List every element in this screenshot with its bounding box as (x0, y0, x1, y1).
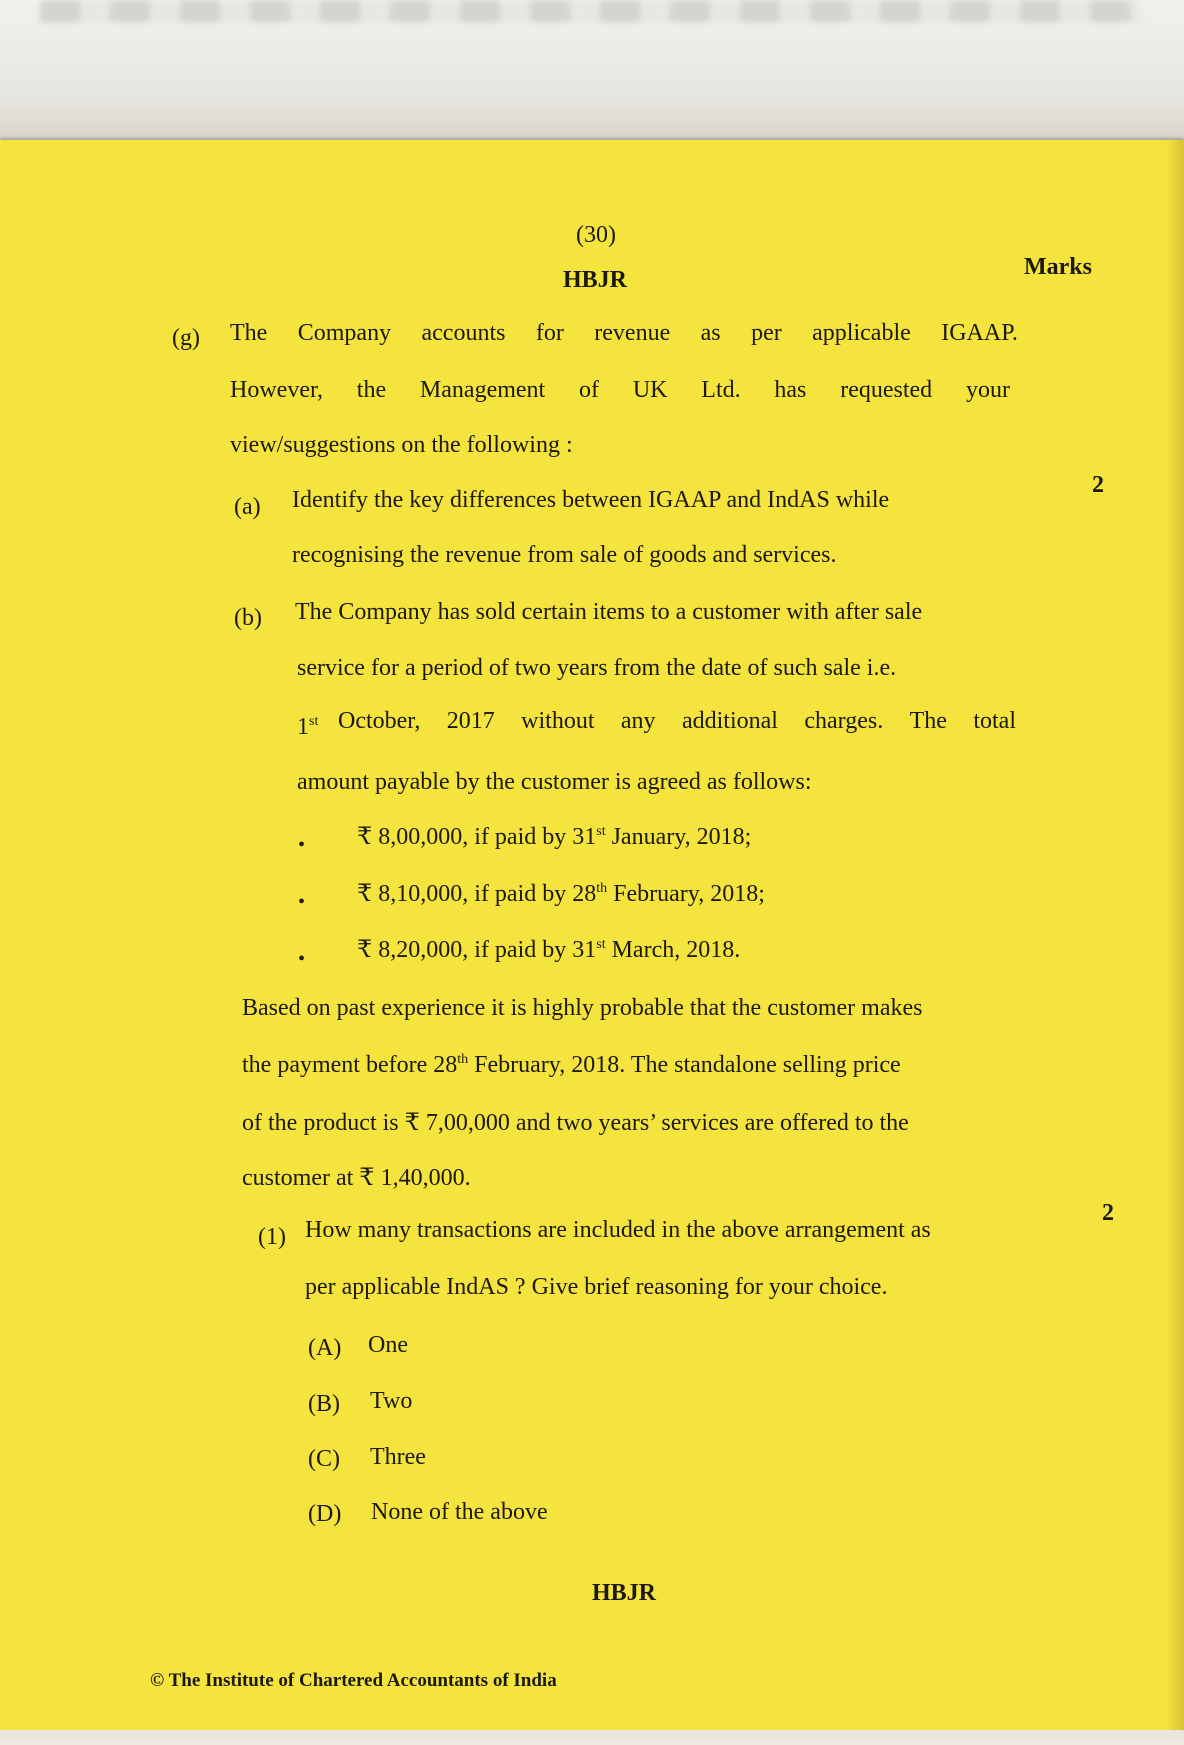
word: as (700, 320, 721, 346)
word: applicable (812, 320, 911, 346)
option-a-label: (A) (308, 1335, 342, 1361)
bullet-text: March, 2018. (605, 937, 741, 963)
word: Management (419, 377, 546, 403)
word: October, (338, 708, 421, 734)
word: revenue (594, 320, 671, 346)
word: the (356, 377, 387, 403)
bullet-text: ₹ 8,20,000, if paid by 31 (357, 937, 597, 963)
word: without (521, 708, 595, 734)
word: total (973, 708, 1016, 734)
part-a-line-2: recognising the revenue from sale of goods and services. (292, 542, 837, 568)
paragraph-line-2 (242, 1050, 901, 1080)
word: requested (840, 377, 933, 403)
part-a-label: (a) (234, 494, 261, 520)
paragraph-line-4: customer at ₹ 1,40,000. (242, 1165, 471, 1191)
ordinal-suffix: st (596, 824, 606, 839)
word: IGAAP. (941, 320, 1018, 346)
part-a-line-1: Identify the key differences between IGAAP and IndAS while (292, 487, 890, 513)
previous-page-ghost (40, 0, 1140, 22)
word: accounts (421, 320, 506, 346)
question-g-line-1 (230, 318, 1018, 348)
option-d-label: (D) (308, 1501, 342, 1527)
paragraph-text: the payment before 28 (242, 1052, 458, 1078)
word: for (535, 320, 564, 346)
question-g-label: (g) (172, 325, 200, 351)
marks-heading: Marks (1024, 254, 1092, 280)
question-g-line-3: view/suggestions on the following : (230, 432, 573, 458)
word: additional (681, 708, 778, 734)
bullet-item-3 (357, 935, 740, 965)
bullet-text: February, 2018; (607, 881, 765, 907)
ordinal-suffix: th (596, 881, 608, 896)
page-number: (30) (576, 222, 616, 248)
day-number: 1 (297, 714, 309, 740)
word: any (620, 708, 656, 734)
option-d-text: None of the above (371, 1499, 548, 1525)
page-edge-shadow (1166, 140, 1184, 1738)
word: The (230, 320, 268, 346)
option-b-text: Two (370, 1388, 413, 1414)
word: The (909, 708, 947, 734)
sub-question-1-marks: 2 (1102, 1200, 1114, 1226)
part-b-line-3-day (297, 712, 318, 742)
bullet-text: January, 2018; (605, 824, 752, 850)
word: has (774, 377, 807, 403)
sub-question-1-line-2: per applicable IndAS ? Give brief reasoning for your choice. (305, 1274, 888, 1300)
sub-question-1-line-1: How many transactions are included in the above arrangement as (305, 1217, 931, 1243)
bullet-item-2 (357, 879, 765, 909)
question-g-line-2 (230, 375, 1010, 405)
word: However, (230, 377, 323, 403)
word: UK (632, 377, 668, 403)
bullet-dot: • (298, 834, 306, 856)
ordinal-suffix: st (596, 937, 606, 952)
word: Ltd. (701, 377, 741, 403)
paragraph-line-1: Based on past experience it is highly probable that the customer makes (242, 995, 923, 1021)
option-c-label: (C) (308, 1446, 340, 1472)
option-a-text: One (368, 1332, 408, 1358)
ordinal-suffix: th (457, 1052, 469, 1067)
word: per (751, 320, 782, 346)
footer-code: HBJR (592, 1580, 657, 1606)
word: Company (297, 320, 392, 346)
part-b-line-1: The Company has sold certain items to a customer with after sale (295, 599, 923, 625)
sub-question-1-label: (1) (258, 1224, 286, 1250)
part-b-line-3 (338, 706, 1016, 736)
part-b-line-2: service for a period of two years from the date of such sale i.e. (297, 655, 897, 681)
bullet-dot: • (298, 948, 306, 970)
bullet-text: ₹ 8,10,000, if paid by 28 (357, 881, 597, 907)
word: charges. (804, 708, 884, 734)
bullet-dot: • (298, 891, 306, 913)
scanner-background-strip (0, 0, 1184, 140)
part-b-label: (b) (234, 605, 262, 631)
word: your (965, 377, 1010, 403)
part-a-marks: 2 (1092, 472, 1104, 498)
bullet-item-1 (357, 822, 751, 852)
option-c-text: Three (370, 1444, 426, 1470)
part-b-line-4: amount payable by the customer is agreed as follows: (297, 769, 812, 795)
paragraph-text: February, 2018. The standalone selling price (468, 1052, 901, 1078)
word: 2017 (446, 708, 495, 734)
ordinal-suffix: st (309, 714, 319, 729)
header-code: HBJR (563, 267, 628, 293)
page-bottom-edge (0, 1730, 1184, 1738)
paragraph-line-3: of the product is ₹ 7,00,000 and two years’ services are offered to the (242, 1110, 909, 1136)
option-b-label: (B) (308, 1391, 340, 1417)
copyright-notice: © The Institute of Chartered Accountants of India (150, 1670, 557, 1691)
bullet-text: ₹ 8,00,000, if paid by 31 (357, 824, 597, 850)
word: of (579, 377, 600, 403)
